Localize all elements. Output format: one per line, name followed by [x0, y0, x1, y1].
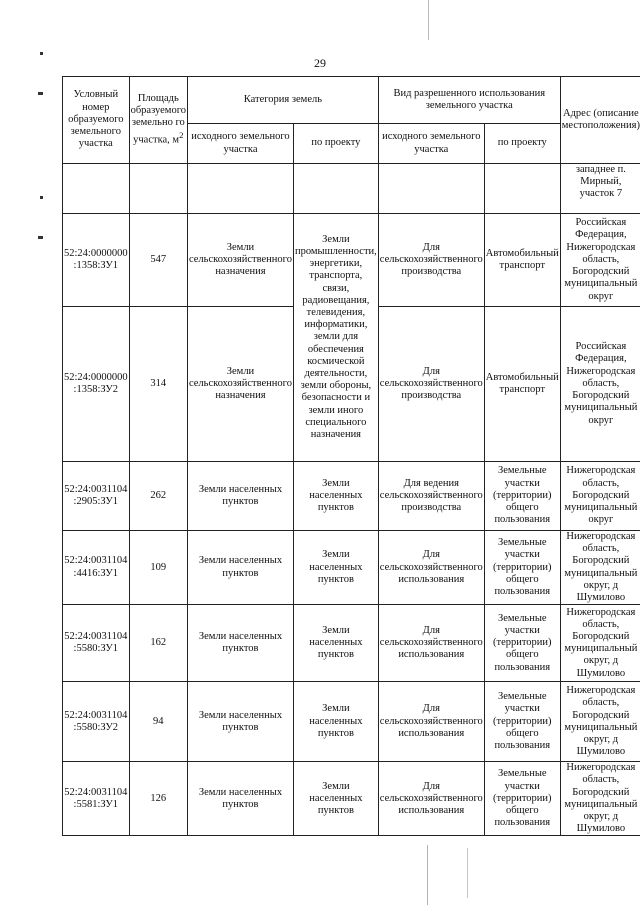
cell-empty: [187, 164, 293, 214]
cell-address: Нижегородская область, Богородский муниципальный округ, д Шумилово: [560, 605, 640, 682]
cell-area: 94: [129, 682, 187, 762]
table-row: [63, 462, 640, 531]
cell-area: 262: [129, 462, 187, 531]
cell-cat-orig: Земли населенных пунктов: [187, 462, 293, 531]
cell-use-proj: Земельные участки (территории) общего пользования: [484, 462, 560, 531]
cell-number: 52:24:0000000 :1358:ЗУ1: [63, 214, 130, 307]
cell-area: 126: [129, 762, 187, 836]
cell-area: 314: [129, 307, 187, 462]
cell-use-orig: Для сельскохозяйственного использования: [378, 531, 484, 605]
header-use-proj: по проекту: [484, 124, 560, 164]
carryover-row: [63, 164, 640, 214]
table-row: [63, 531, 640, 605]
table-row: [63, 682, 640, 762]
cell-address: западнее п. Мирный, участок 7: [560, 164, 640, 214]
land-plots-table: [62, 76, 640, 836]
cell-number: 52:24:0031104 :2905:ЗУ1: [63, 462, 130, 531]
cell-address: Российская Федерация, Нижегородская область, Богородский муниципальный округ: [560, 214, 640, 307]
cell-number: 52:24:0031104 :5580:ЗУ2: [63, 682, 130, 762]
cell-area: 109: [129, 531, 187, 605]
cell-number: 52:24:0031104 :5580:ЗУ1: [63, 605, 130, 682]
cell-use-orig: Для ведения сельскохозяйственного производства: [378, 462, 484, 531]
cell-number: 52:24:0000000 :1358:ЗУ2: [63, 307, 130, 462]
cell-use-orig: Для сельскохозяйственного производства: [378, 307, 484, 462]
cell-number: 52:24:0031104 :4416:ЗУ1: [63, 531, 130, 605]
scan-mark: [38, 92, 43, 95]
cell-cat-proj-merged: Земли промышленности, энергетики, транспорта, связи, радиовещания, телевидения, информатики, земли для обеспечения космической деятельности, земли обороны, безопасности и земли иного специального назначения: [293, 214, 378, 462]
cell-cat-orig: Земли населенных пунктов: [187, 531, 293, 605]
cell-cat-orig: Земли населенных пунктов: [187, 762, 293, 836]
cell-cat-orig: Земли населенных пунктов: [187, 682, 293, 762]
cell-address: Нижегородская область, Богородский муниципальный округ, д Шумилово: [560, 531, 640, 605]
header-number: Условный номер образуемого земельного участка: [63, 77, 130, 164]
cell-address: Нижегородская область, Богородский муниципальный округ, д Шумилово: [560, 762, 640, 836]
header-cat-proj: по проекту: [293, 124, 378, 164]
table-row: [63, 605, 640, 682]
header-use-orig: исходного земельного участка: [378, 124, 484, 164]
scan-speckle: [427, 845, 428, 905]
cell-cat-orig: Земли населенных пунктов: [187, 605, 293, 682]
cell-address: Нижегородская область, Богородский муниципальный округ, д Шумилово: [560, 682, 640, 762]
cell-cat-proj: Земли населенных пунктов: [293, 605, 378, 682]
cell-address: Нижегородская область, Богородский муниципальный округ: [560, 462, 640, 531]
scan-mark: [40, 52, 43, 55]
cell-cat-proj: Земли населенных пунктов: [293, 762, 378, 836]
cell-use-orig: Для сельскохозяйственного производства: [378, 214, 484, 307]
page-number: 29: [314, 56, 326, 70]
cell-use-proj: Земельные участки (территории) общего пользования: [484, 682, 560, 762]
cell-empty: [63, 164, 130, 214]
header-category: Категория земель: [187, 77, 378, 124]
table-row: [63, 214, 640, 307]
cell-use-orig: Для сельскохозяйственного использования: [378, 682, 484, 762]
cell-cat-proj: Земли населенных пунктов: [293, 682, 378, 762]
header-use: Вид разрешенного использования земельного участка: [378, 77, 560, 124]
scan-mark: [40, 196, 43, 199]
header-area: Площадь образуемого земельно го участка, $м^2$: [129, 77, 187, 164]
cell-cat-orig: Земли сельскохозяйственного назначения: [187, 214, 293, 307]
cell-empty: [484, 164, 560, 214]
scan-speckle: [467, 848, 468, 898]
header-cat-orig: исходного земельного участка: [187, 124, 293, 164]
cell-use-proj: Земельные участки (территории) общего пользования: [484, 531, 560, 605]
cell-use-orig: Для сельскохозяйственного использования: [378, 605, 484, 682]
cell-area: 547: [129, 214, 187, 307]
scan-mark: [38, 236, 43, 239]
table-row: [63, 762, 640, 836]
cell-use-proj: Автомобильный транспорт: [484, 214, 560, 307]
cell-empty: [378, 164, 484, 214]
header-address: Адрес (описание местоположения): [560, 77, 640, 164]
header-row: [63, 77, 640, 124]
cell-use-proj: Земельные участки (территории) общего пользования: [484, 605, 560, 682]
cell-address: Российская Федерация, Нижегородская область, Богородский муниципальный округ: [560, 307, 640, 462]
cell-empty: [129, 164, 187, 214]
cell-number: 52:24:0031104 :5581:ЗУ1: [63, 762, 130, 836]
cell-empty: [293, 164, 378, 214]
scan-speckle: [428, 0, 429, 40]
cell-cat-orig: Земли сельскохозяйственного назначения: [187, 307, 293, 462]
cell-cat-proj: Земли населенных пунктов: [293, 462, 378, 531]
cell-use-proj: Автомобильный транспорт: [484, 307, 560, 462]
cell-area: 162: [129, 605, 187, 682]
cell-use-proj: Земельные участки (территории) общего пользования: [484, 762, 560, 836]
cell-use-orig: Для сельскохозяйственного использования: [378, 762, 484, 836]
cell-cat-proj: Земли населенных пунктов: [293, 531, 378, 605]
